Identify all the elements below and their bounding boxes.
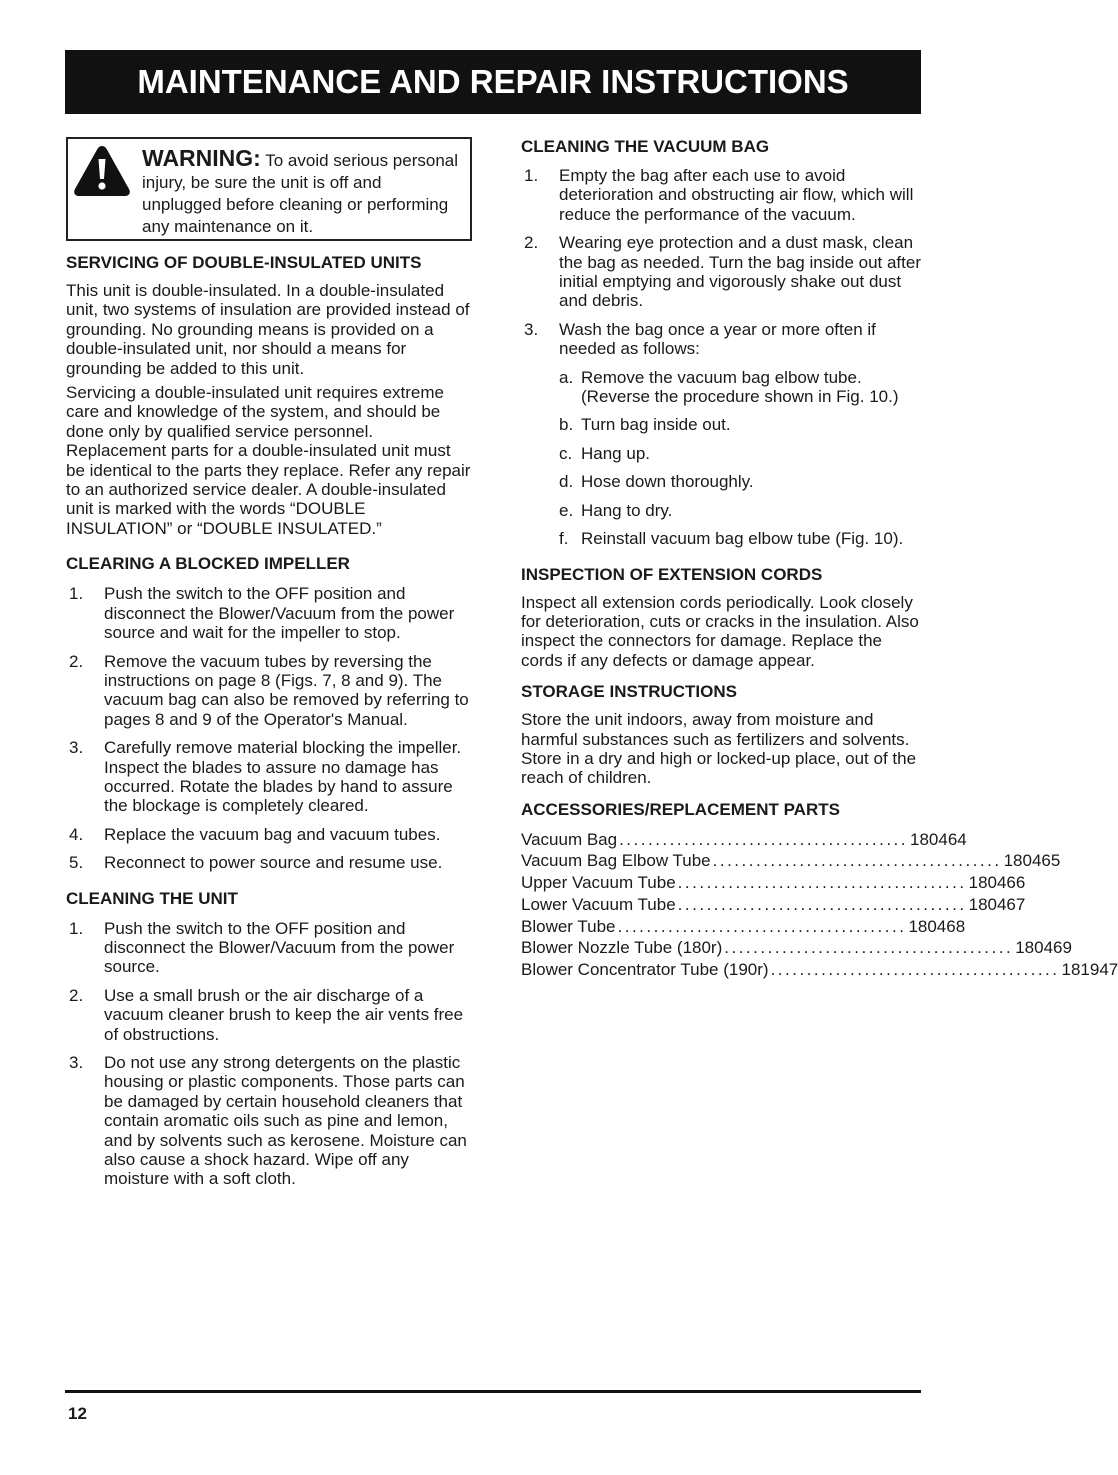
list-item [66,738,472,816]
substep-text: Hang up. [581,443,650,463]
dot-leader: ........................................ [712,851,1002,871]
list-item [66,919,472,977]
parts-list-item [521,850,1061,872]
list-item [66,584,472,642]
list-item [521,444,921,463]
parts-list-item [521,959,1118,981]
substep-letter: c. [559,443,573,463]
list-item [66,986,472,1044]
warning-body: To avoid serious personal injury, be sure the unit is off and unplugged before cleaning or performing any maintenance on it. [142,151,459,236]
step-text: Empty the bag after each use to avoid deterioration and obstructing air flow, which will reduce the performance of the vacuum. [559,166,914,224]
substep-letter: b. [559,415,574,435]
storage-heading: STORAGE INSTRUCTIONS [521,682,737,702]
step-text: Carefully remove material blocking the impeller. Inspect the blades to assure no damage has occurred. Rotate the blades by hand to assure the blockage is completely cleared. [104,738,462,816]
parts-list-item [521,829,967,851]
substep-text: Hose down thoroughly. [581,472,754,492]
substep-text: Turn bag inside out. [581,415,731,435]
warning-box [66,137,472,241]
list-item [521,415,921,434]
step-number: 2. [69,985,84,1005]
step-number: 3. [69,1053,84,1072]
cleaning-unit-steps [66,919,472,1189]
list-item [521,233,921,311]
dot-leader: ........................................ [677,894,967,914]
substep-letter: a. [559,367,574,387]
step-number: 3. [69,738,84,758]
substep-text: Reinstall vacuum bag elbow tube (Fig. 10). [581,529,904,549]
step-number: 5. [69,853,84,873]
cleaning-unit-heading: CLEANING THE UNIT [66,888,238,908]
part-name: Upper Vacuum Tube [521,873,676,893]
step-text: Wash the bag once a year or more often if needed as follows: [559,319,876,359]
dot-leader: ........................................ [677,873,967,893]
substep-letter: d. [559,472,574,492]
step-text: Push the switch to the OFF position and disconnect the Blower/Vacuum from the power source. [104,918,455,977]
page-number: 12 [68,1404,87,1423]
part-name: Blower Concentrator Tube (190r) [521,959,769,979]
step-number: 3. [524,319,539,339]
part-number: 180465 [1003,851,1061,871]
list-item [521,472,921,491]
storage-paragraph: Store the unit indoors, away from moisture and harmful substances such as fertilizers and solvents. Store in a dry and high or locked-up place, out of the reach of children. [521,710,917,788]
part-name: Vacuum Bag [521,829,618,849]
extension-cords-heading: INSPECTION OF EXTENSION CORDS [521,564,823,584]
part-number: 180469 [1015,938,1072,958]
list-item [521,501,921,520]
accessories-heading: ACCESSORIES/REPLACEMENT PARTS [521,799,840,819]
part-number: 180468 [908,916,966,936]
list-item [521,166,921,224]
part-number: 180466 [968,873,1026,893]
cleaning-bag-substeps [521,368,921,549]
step-text: Wearing eye protection and a dust mask, clean the bag as needed. Turn the bag inside out after initial emptying and vigorously shake out dust and debris. [559,233,921,311]
page-title: MAINTENANCE AND REPAIR INSTRUCTIONS [137,63,849,100]
list-item [66,853,472,872]
dot-leader: ........................................ [617,916,907,936]
step-text: Use a small brush or the air discharge of a vacuum cleaner brush to keep the air vents free of obstructions. [104,985,464,1044]
dot-leader: ........................................ [619,829,909,849]
list-item [66,652,472,730]
cleaning-bag-steps [521,166,921,359]
footer-rule [65,1390,921,1393]
parts-list-item [521,872,1026,894]
impeller-steps [66,584,472,872]
cleaning-bag-heading: CLEANING THE VACUUM BAG [521,137,770,156]
left-column [66,137,472,1189]
part-name: Blower Nozzle Tube (180r) [521,938,723,958]
step-number: 4. [69,824,84,844]
servicing-paragraph: This unit is double-insulated. In a double-insulated unit, two systems of insulation are provided instead of grounding. No grounding means is provided on a double-insulated unit, nor should a means for grounding be added to this unit. [66,281,470,378]
parts-list-item [521,937,1072,959]
substep-letter: e. [559,500,574,520]
step-text: Do not use any strong detergents on the plastic housing or plastic components. Those parts can be damaged by certain household cleaners that contain aromatic oils such as pine and lemon, and by solvents such as kerosene. Moisture can also cause a shock hazard. Wipe off any moisture with a soft cloth. [104,1053,467,1189]
part-number: 180464 [910,829,967,849]
part-name: Lower Vacuum Tube [521,894,676,914]
substep-text: Hang to dry. [581,500,673,520]
step-number: 2. [524,233,539,253]
page-header [65,50,921,114]
dot-leader: ........................................ [724,938,1014,958]
step-number: 1. [524,166,539,185]
parts-list [521,829,1118,981]
step-number: 1. [69,584,84,604]
servicing-heading: SERVICING OF DOUBLE-INSULATED UNITS [66,253,422,272]
part-name: Blower Tube [521,916,616,936]
step-text: Push the switch to the OFF position and disconnect the Blower/Vacuum from the power source and wait for the impeller to stop. [104,584,455,643]
step-text: Remove the vacuum tubes by reversing the instructions on page 8 (Figs. 7, 8 and 9). The vacuum bag can also be removed by referring to pages 8 and 9 of the Operator's Manual. [104,651,469,729]
list-item [521,529,921,548]
list-item [521,320,921,359]
substep-letter: f. [559,529,569,549]
right-column [521,137,1118,981]
servicing-paragraph: Servicing a double-insulated unit requires extreme care and knowledge of the system, and should be done only by qualified service personnel. Replacement parts for a double-insulated unit must be identical to the parts they replace. Refer any repair to an authorized service dealer. A double-insulated unit is marked with the words “DOUBLE INSULATION” or “DOUBLE INSULATED.” [66,383,471,538]
step-number: 2. [69,651,84,671]
warning-triangle-icon [72,143,132,199]
step-number: 1. [69,918,84,938]
extension-cords-paragraph: Inspect all extension cords periodically. Look closely for deterioration, cuts or cracks in the insulation. Also inspect the connectors for damage. Replace the cords if any defects or damage appear. [521,592,919,670]
list-item [66,825,472,844]
parts-list-item [521,894,1026,916]
warning-title: WARNING: [142,145,261,171]
impeller-heading: CLEARING A BLOCKED IMPELLER [66,554,350,574]
dot-leader: ........................................ [770,959,1060,979]
substep-text: Remove the vacuum bag elbow tube. (Reverse the procedure shown in Fig. 10.) [581,367,899,407]
parts-list-item [521,916,966,938]
list-item [521,368,921,407]
part-number: 180467 [968,894,1026,914]
step-text: Reconnect to power source and resume use. [104,853,443,873]
list-item [66,1053,472,1189]
part-number: 181947 [1061,959,1118,979]
warning-text [142,147,462,238]
part-name: Vacuum Bag Elbow Tube [521,851,711,871]
step-text: Replace the vacuum bag and vacuum tubes. [104,824,441,844]
